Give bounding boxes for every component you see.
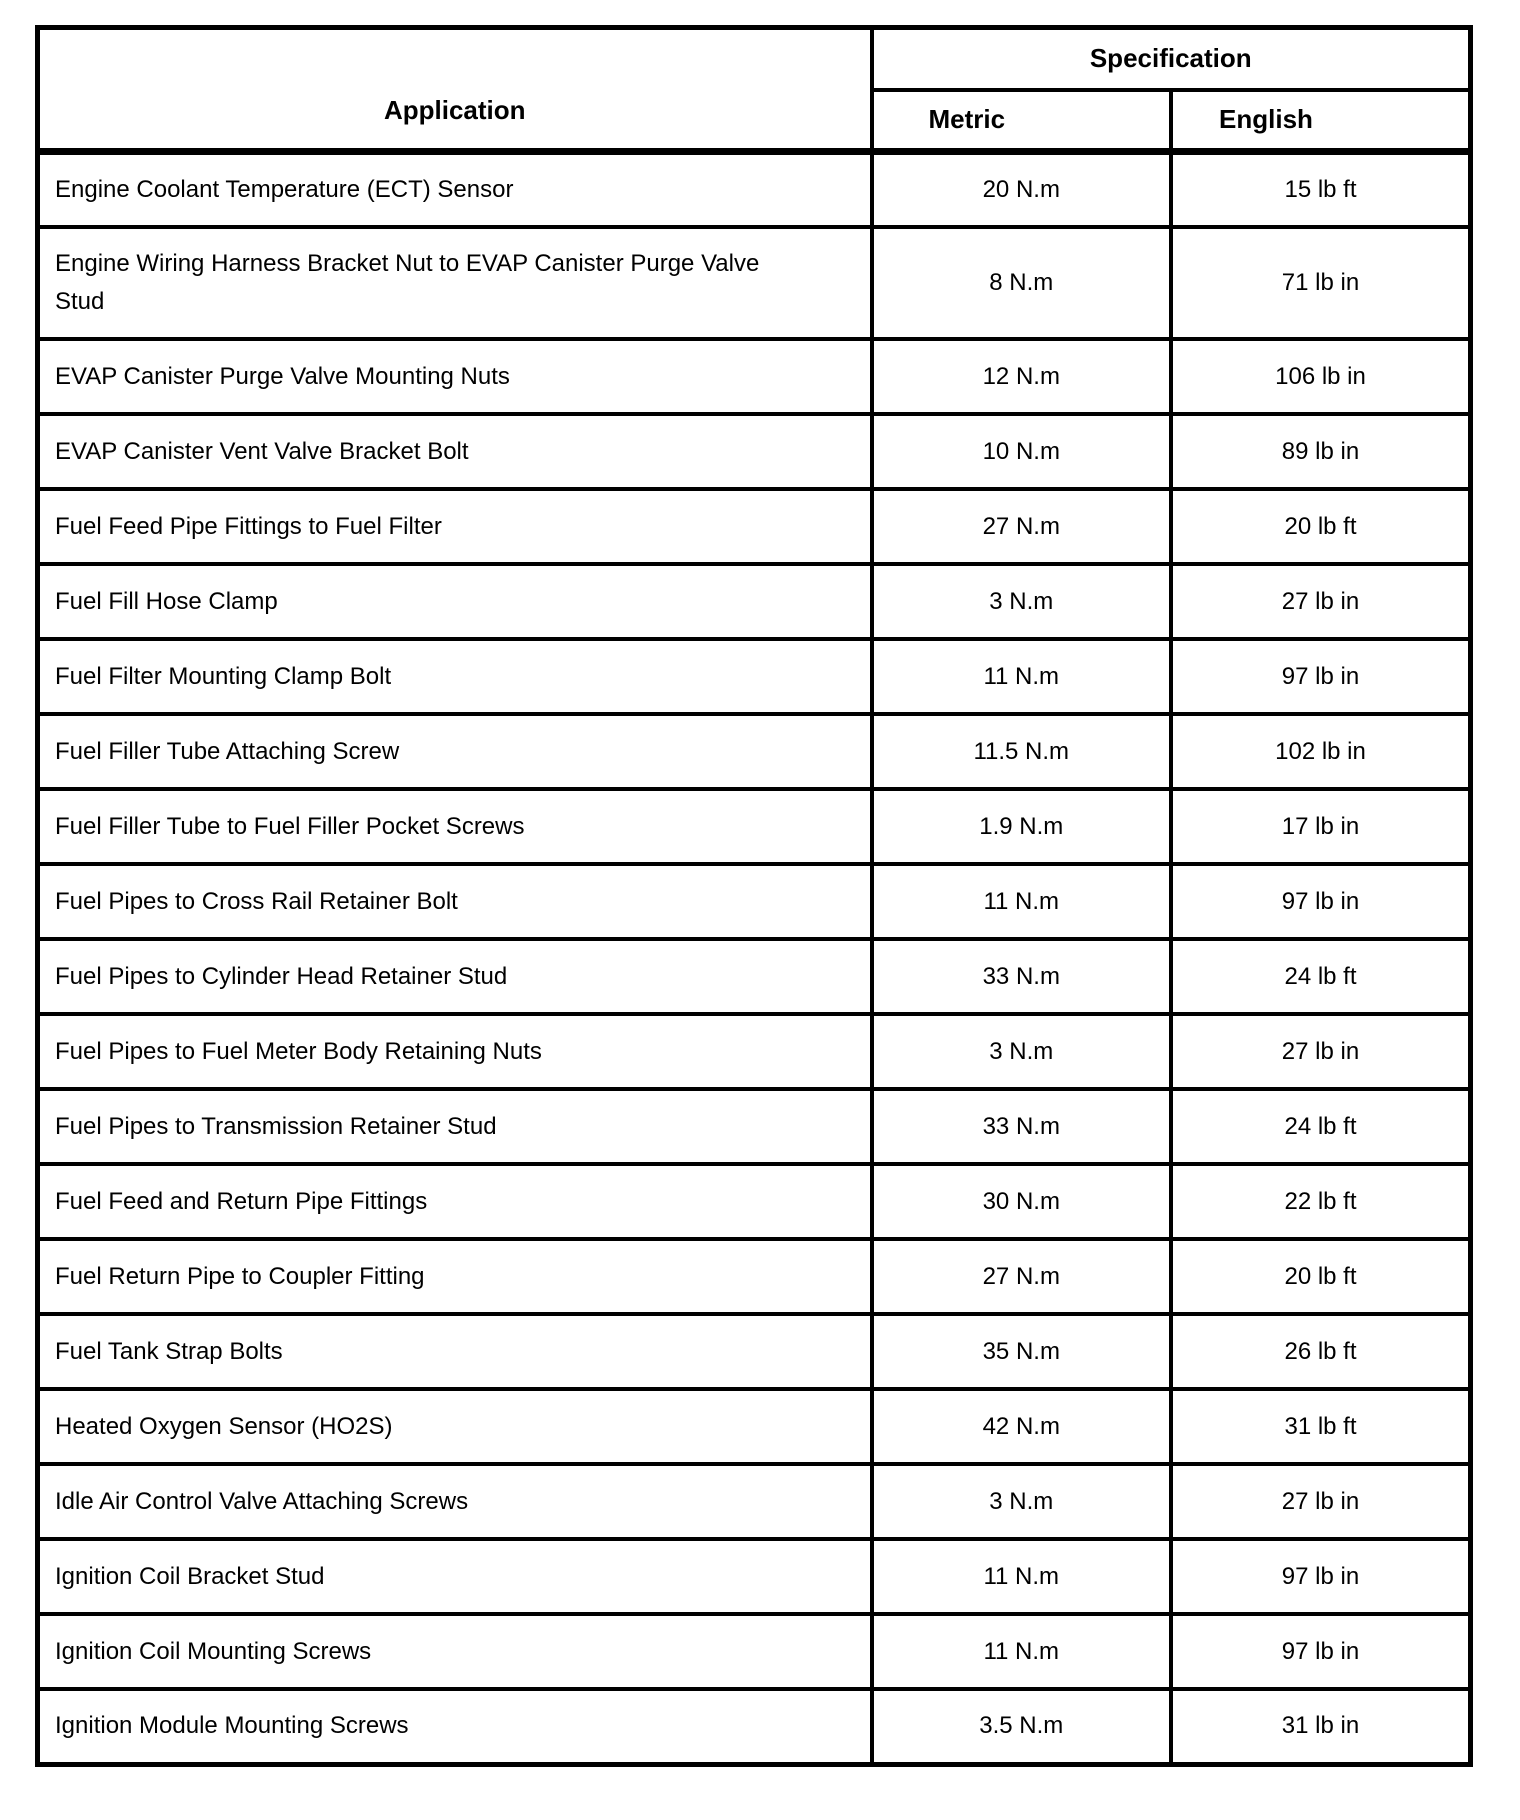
table-row bbox=[38, 1689, 1471, 1764]
application-cell: Fuel Pipes to Fuel Meter Body Retaining Nuts bbox=[38, 1014, 872, 1089]
application-cell: EVAP Canister Purge Valve Mounting Nuts bbox=[38, 339, 872, 414]
table-row bbox=[38, 227, 1471, 339]
english-value-cell: 31 lb in bbox=[1171, 1689, 1471, 1764]
application-column-header: Application bbox=[38, 28, 872, 152]
application-cell: Idle Air Control Valve Attaching Screws bbox=[38, 1464, 872, 1539]
table-row bbox=[38, 789, 1471, 864]
torque-specifications-table bbox=[35, 25, 1473, 1767]
english-value-cell: 97 lb in bbox=[1171, 1539, 1471, 1614]
document-page bbox=[35, 25, 1473, 1767]
table-row bbox=[38, 489, 1471, 564]
table-row bbox=[38, 1539, 1471, 1614]
metric-value-cell: 35 N.m bbox=[872, 1314, 1171, 1389]
metric-value-cell: 11 N.m bbox=[872, 1539, 1171, 1614]
metric-value-cell: 3.5 N.m bbox=[872, 1689, 1171, 1764]
metric-value-cell: 30 N.m bbox=[872, 1164, 1171, 1239]
english-column-header: English bbox=[1171, 90, 1471, 152]
metric-value-cell: 27 N.m bbox=[872, 489, 1171, 564]
table-row bbox=[38, 1239, 1471, 1314]
metric-value-cell: 20 N.m bbox=[872, 152, 1171, 228]
metric-value-cell: 42 N.m bbox=[872, 1389, 1171, 1464]
english-value-cell: 71 lb in bbox=[1171, 227, 1471, 339]
application-cell: Fuel Return Pipe to Coupler Fitting bbox=[38, 1239, 872, 1314]
metric-value-cell: 33 N.m bbox=[872, 1089, 1171, 1164]
metric-value-cell: 3 N.m bbox=[872, 1464, 1171, 1539]
english-value-cell: 89 lb in bbox=[1171, 414, 1471, 489]
table-row bbox=[38, 1089, 1471, 1164]
metric-value-cell: 11 N.m bbox=[872, 1614, 1171, 1689]
table-row bbox=[38, 1314, 1471, 1389]
table-row bbox=[38, 152, 1471, 228]
english-value-cell: 97 lb in bbox=[1171, 864, 1471, 939]
metric-value-cell: 3 N.m bbox=[872, 1014, 1171, 1089]
metric-value-cell: 3 N.m bbox=[872, 564, 1171, 639]
table-row bbox=[38, 639, 1471, 714]
application-cell: Ignition Module Mounting Screws bbox=[38, 1689, 872, 1764]
application-cell: Fuel Fill Hose Clamp bbox=[38, 564, 872, 639]
header-row-group bbox=[38, 28, 1471, 90]
table-row bbox=[38, 864, 1471, 939]
english-value-cell: 102 lb in bbox=[1171, 714, 1471, 789]
application-cell: Fuel Feed Pipe Fittings to Fuel Filter bbox=[38, 489, 872, 564]
english-value-cell: 106 lb in bbox=[1171, 339, 1471, 414]
application-cell: Fuel Pipes to Cross Rail Retainer Bolt bbox=[38, 864, 872, 939]
application-cell: Ignition Coil Bracket Stud bbox=[38, 1539, 872, 1614]
table-row bbox=[38, 1014, 1471, 1089]
metric-value-cell: 1.9 N.m bbox=[872, 789, 1171, 864]
application-cell: Fuel Pipes to Cylinder Head Retainer Stud bbox=[38, 939, 872, 1014]
metric-value-cell: 8 N.m bbox=[872, 227, 1171, 339]
english-value-cell: 20 lb ft bbox=[1171, 1239, 1471, 1314]
application-cell: Fuel Feed and Return Pipe Fittings bbox=[38, 1164, 872, 1239]
metric-value-cell: 33 N.m bbox=[872, 939, 1171, 1014]
metric-value-cell: 12 N.m bbox=[872, 339, 1171, 414]
table-row bbox=[38, 1389, 1471, 1464]
metric-value-cell: 27 N.m bbox=[872, 1239, 1171, 1314]
application-cell: Heated Oxygen Sensor (HO2S) bbox=[38, 1389, 872, 1464]
english-value-cell: 15 lb ft bbox=[1171, 152, 1471, 228]
english-value-cell: 22 lb ft bbox=[1171, 1164, 1471, 1239]
english-value-cell: 24 lb ft bbox=[1171, 1089, 1471, 1164]
metric-column-header: Metric bbox=[872, 90, 1171, 152]
application-cell: Engine Coolant Temperature (ECT) Sensor bbox=[38, 152, 872, 228]
table-header bbox=[38, 28, 1471, 152]
table-row bbox=[38, 414, 1471, 489]
english-value-cell: 26 lb ft bbox=[1171, 1314, 1471, 1389]
metric-value-cell: 11 N.m bbox=[872, 864, 1171, 939]
application-cell: Fuel Filler Tube Attaching Screw bbox=[38, 714, 872, 789]
spec-table-body bbox=[38, 152, 1471, 1765]
english-value-cell: 27 lb in bbox=[1171, 1014, 1471, 1089]
english-value-cell: 27 lb in bbox=[1171, 1464, 1471, 1539]
table-row bbox=[38, 339, 1471, 414]
english-value-cell: 97 lb in bbox=[1171, 639, 1471, 714]
table-row bbox=[38, 1164, 1471, 1239]
specification-column-group-header: Specification bbox=[872, 28, 1471, 90]
application-cell: EVAP Canister Vent Valve Bracket Bolt bbox=[38, 414, 872, 489]
application-cell: Fuel Filler Tube to Fuel Filler Pocket Screws bbox=[38, 789, 872, 864]
application-cell: Engine Wiring Harness Bracket Nut to EVAP Canister Purge Valve Stud bbox=[38, 227, 872, 339]
application-cell: Fuel Filter Mounting Clamp Bolt bbox=[38, 639, 872, 714]
application-cell: Fuel Tank Strap Bolts bbox=[38, 1314, 872, 1389]
metric-value-cell: 10 N.m bbox=[872, 414, 1171, 489]
table-row bbox=[38, 1614, 1471, 1689]
table-row bbox=[38, 1464, 1471, 1539]
english-value-cell: 31 lb ft bbox=[1171, 1389, 1471, 1464]
table-row bbox=[38, 939, 1471, 1014]
english-value-cell: 20 lb ft bbox=[1171, 489, 1471, 564]
english-value-cell: 24 lb ft bbox=[1171, 939, 1471, 1014]
english-value-cell: 97 lb in bbox=[1171, 1614, 1471, 1689]
table-row bbox=[38, 714, 1471, 789]
application-cell: Fuel Pipes to Transmission Retainer Stud bbox=[38, 1089, 872, 1164]
english-value-cell: 27 lb in bbox=[1171, 564, 1471, 639]
application-cell: Ignition Coil Mounting Screws bbox=[38, 1614, 872, 1689]
english-value-cell: 17 lb in bbox=[1171, 789, 1471, 864]
table-row bbox=[38, 564, 1471, 639]
metric-value-cell: 11 N.m bbox=[872, 639, 1171, 714]
metric-value-cell: 11.5 N.m bbox=[872, 714, 1171, 789]
